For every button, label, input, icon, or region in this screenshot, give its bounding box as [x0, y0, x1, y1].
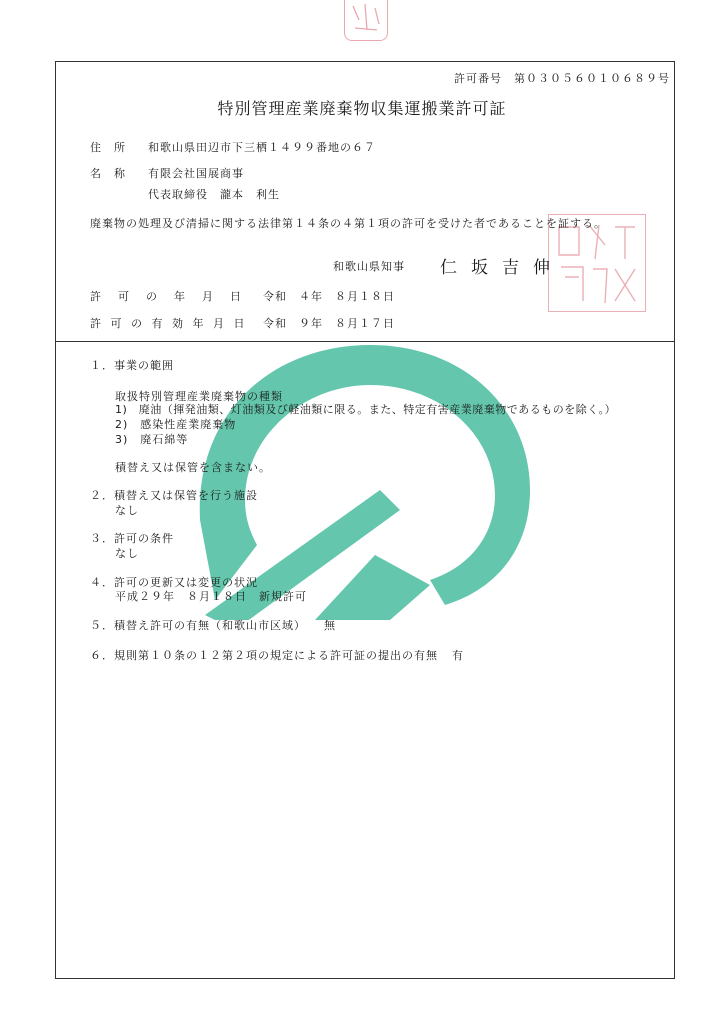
section-2-value: なし: [115, 504, 139, 517]
expiry-date-label: 許 可 の 有 効 年 月 日: [90, 317, 248, 330]
top-seal-stamp: [344, 0, 388, 41]
address-label: 住 所: [90, 141, 126, 154]
address-value: 和歌山県田辺市下三栖１４９９番地の６７: [148, 141, 376, 154]
section-5-heading: ５．積替え許可の有無（和歌山市区域）: [90, 619, 306, 632]
page-title: 特別管理産業廃棄物収集運搬業許可証: [217, 99, 507, 118]
permit-number: 許可番号 第０３０５６０１０６８９号: [454, 72, 670, 85]
issuer-name: 仁坂吉伸: [440, 258, 564, 278]
expiry-date-value: 令和 ９年 ８月１７日: [263, 317, 395, 330]
section-6-value: 有: [452, 649, 464, 662]
section-1-note: 積替え又は保管を含まない。: [115, 461, 271, 474]
section-4-heading: ４．許可の更新又は変更の状況: [90, 576, 258, 589]
section-6-heading: ６．規則第１０条の１２第２項の規定による許可証の提出の有無: [90, 649, 438, 662]
certification-statement: 廃棄物の処理及び清掃に関する法律第１４条の４第１項の許可を受けた者であることを証する。: [90, 217, 606, 230]
representative-name: 代表取締役 瀧本 利生: [148, 188, 280, 201]
section-3-heading: ３．許可の条件: [90, 532, 174, 545]
section-2-heading: ２．積替え又は保管を行う施設: [90, 489, 258, 502]
waste-type-item-3: 3) 廃石綿等: [115, 433, 189, 446]
section-1-heading: １．事業の範囲: [90, 359, 174, 372]
company-name: 有限会社国展商事: [148, 167, 244, 180]
section-5-value: 無: [324, 619, 336, 632]
section-3-value: なし: [115, 547, 139, 560]
seal-stamp-icon: [345, 0, 387, 40]
permit-date-value: 令和 ４年 ８月１８日: [263, 290, 395, 303]
waste-type-item-2: 2) 感染性産業廃棄物: [115, 418, 237, 431]
name-label: 名 称: [90, 167, 126, 180]
permit-date-label: 許 可 の 年 月 日: [90, 290, 244, 303]
section-1-subheading: 取扱特別管理産業廃棄物の種類: [115, 390, 283, 403]
section-4-value: 平成２９年 ８月１８日 新規許可: [115, 590, 307, 603]
issuer-title: 和歌山県知事: [333, 260, 405, 273]
waste-type-item-1: 1) 廃油（揮発油類、灯油類及び軽油類に限る。また、特定有害産業廃棄物であるものを除く。）: [115, 403, 617, 416]
